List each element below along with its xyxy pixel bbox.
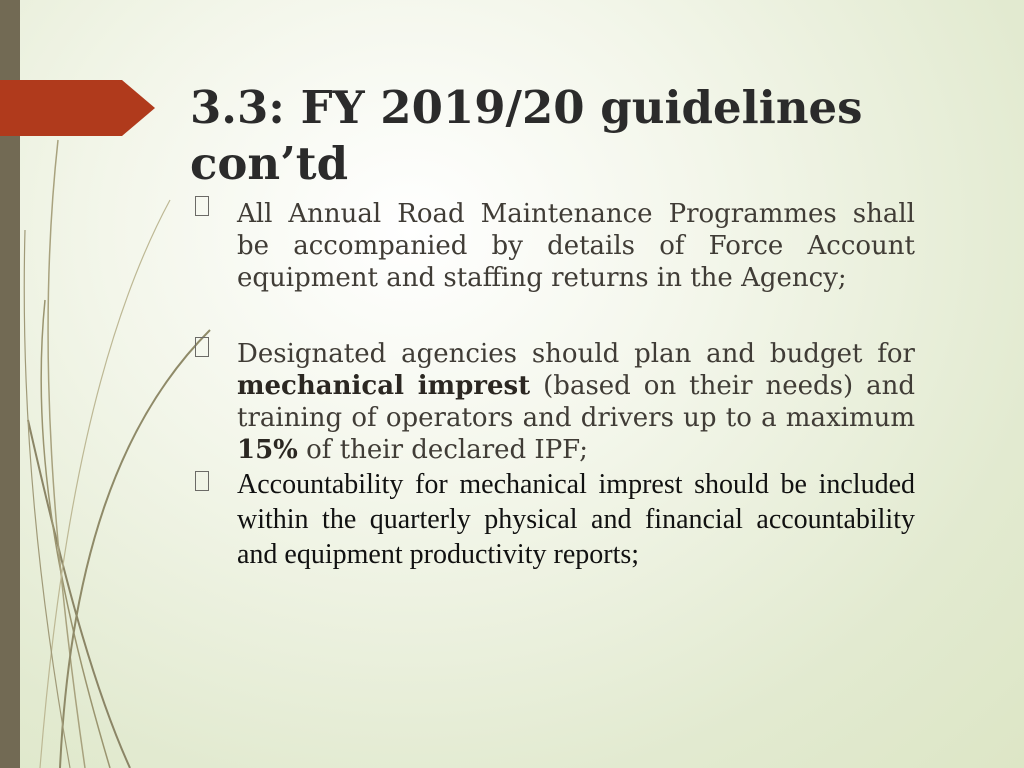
bullet-2-text-start: Designated agencies should plan and budget for (237, 339, 915, 369)
box-bullet-icon (195, 337, 209, 357)
box-bullet-icon (195, 471, 209, 491)
bullet-item-2 (237, 338, 915, 466)
box-bullet-icon (195, 196, 209, 216)
bullet-2-text-end: of their declared IPF; (297, 435, 589, 465)
slide-title: 3.3: FY 2019/20 guidelines con’td (190, 81, 863, 190)
bullet-item-1: All Annual Road Maintenance Programmes shall be accompanied by details of Force Account equipment and staffing returns in the Agency; (237, 199, 915, 293)
bullet-item-3: Accountability for mechanical imprest should be included within the quarterly physical and financial accountability and equipment productivity reports; (237, 469, 915, 570)
percentage-emphasis: 15% (237, 435, 298, 465)
bullet-2-text-middle: (based on their needs) and training of operators and drivers up to a maximum (237, 371, 915, 433)
mechanical-imprest-emphasis: mechanical imprest (237, 371, 531, 401)
